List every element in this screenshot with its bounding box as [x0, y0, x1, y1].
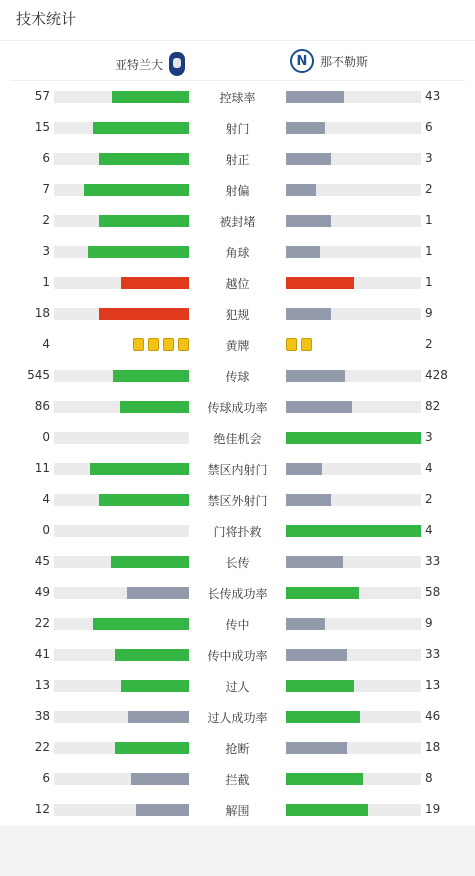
away-bar-fill	[286, 91, 344, 103]
stat-label: 黄牌	[225, 339, 250, 353]
away-bar	[286, 804, 421, 816]
away-value: 33	[425, 554, 441, 568]
home-bar	[54, 804, 189, 816]
home-bar	[54, 277, 189, 289]
stat-row	[0, 639, 475, 670]
home-bar-fill	[88, 246, 189, 258]
home-bar	[54, 556, 189, 568]
home-value: 7	[42, 182, 50, 196]
away-value: 2	[425, 337, 433, 351]
away-bar	[286, 742, 421, 754]
stat-row	[0, 81, 475, 112]
home-bar	[54, 215, 189, 227]
yellow-card-icon	[148, 338, 159, 351]
home-bar	[54, 494, 189, 506]
away-bar	[286, 587, 421, 599]
stat-label: 角球	[225, 246, 250, 260]
home-value: 3	[42, 244, 50, 258]
home-bar-fill	[93, 618, 189, 630]
home-bar-fill	[115, 649, 189, 661]
stat-label: 长传	[225, 556, 250, 570]
away-value: 3	[425, 151, 433, 165]
home-bar	[54, 91, 189, 103]
stat-label: 抢断	[225, 742, 250, 756]
home-value: 4	[42, 337, 50, 351]
away-bar-fill	[286, 711, 360, 723]
home-value: 12	[34, 802, 50, 816]
stat-row	[0, 112, 475, 143]
stat-row	[0, 236, 475, 267]
away-value: 13	[425, 678, 441, 692]
stat-row	[0, 546, 475, 577]
home-bar-fill	[136, 804, 189, 816]
stat-label: 传球成功率	[207, 401, 268, 415]
yellow-card-icon	[301, 338, 312, 351]
stat-label: 传中成功率	[207, 649, 268, 663]
stat-label: 射门	[225, 122, 250, 136]
yellow-card-icon	[133, 338, 144, 351]
away-bar-fill	[286, 401, 352, 413]
away-value: 428	[425, 368, 448, 382]
home-value: 6	[42, 771, 50, 785]
home-value: 45	[34, 554, 50, 568]
away-team[interactable]	[290, 49, 368, 73]
stat-label: 被封堵	[219, 215, 256, 229]
home-bar-fill	[112, 91, 189, 103]
away-value: 46	[425, 709, 441, 723]
away-value: 1	[425, 244, 433, 258]
home-value: 0	[42, 430, 50, 444]
home-bar-fill	[127, 587, 189, 599]
teams-header	[0, 44, 475, 80]
stat-row	[0, 608, 475, 639]
stat-label: 射偏	[225, 184, 250, 198]
home-value: 1	[42, 275, 50, 289]
away-value: 1	[425, 213, 433, 227]
home-team-name: 亚特兰大	[114, 57, 163, 72]
stat-label: 禁区内射门	[207, 463, 268, 477]
home-value: 41	[34, 647, 50, 661]
away-value: 1	[425, 275, 433, 289]
napoli-logo-icon: N	[290, 49, 314, 73]
stat-row	[0, 143, 475, 174]
stat-row	[0, 670, 475, 701]
stat-row	[0, 298, 475, 329]
away-value: 18	[425, 740, 441, 754]
atalanta-logo-icon	[169, 52, 185, 76]
home-bar	[54, 618, 189, 630]
home-bar	[54, 122, 189, 134]
stat-row	[0, 763, 475, 794]
home-value: 86	[34, 399, 50, 413]
away-bar-fill	[286, 680, 354, 692]
away-bar-fill	[286, 432, 421, 444]
away-yellow-cards	[286, 338, 312, 351]
away-bar	[286, 308, 421, 320]
home-bar-fill	[99, 308, 189, 320]
home-bar-fill	[120, 401, 189, 413]
stat-row	[0, 515, 475, 546]
away-bar-fill	[286, 215, 331, 227]
away-bar	[286, 277, 421, 289]
home-value: 6	[42, 151, 50, 165]
away-bar-fill	[286, 153, 331, 165]
away-bar-fill	[286, 370, 345, 382]
stat-label: 门将扑救	[213, 525, 262, 539]
stat-row	[0, 422, 475, 453]
home-value: 545	[27, 368, 50, 382]
away-bar-fill	[286, 649, 347, 661]
home-bar-fill	[121, 680, 189, 692]
home-bar-fill	[128, 711, 189, 723]
yellow-card-icon	[178, 338, 189, 351]
home-bar-fill	[84, 184, 189, 196]
page-title: 技术统计	[16, 10, 77, 28]
stat-row	[0, 701, 475, 732]
yellow-card-icon	[286, 338, 297, 351]
away-value: 4	[425, 523, 433, 537]
home-value: 22	[34, 616, 50, 630]
home-value: 49	[34, 585, 50, 599]
home-bar	[54, 184, 189, 196]
stat-label: 犯规	[225, 308, 250, 322]
away-bar	[286, 370, 421, 382]
stat-label: 过人	[225, 680, 250, 694]
home-bar	[54, 742, 189, 754]
away-bar	[286, 711, 421, 723]
away-value: 9	[425, 616, 433, 630]
away-value: 3	[425, 430, 433, 444]
away-value: 8	[425, 771, 433, 785]
home-bar	[54, 153, 189, 165]
away-bar-fill	[286, 122, 325, 134]
stat-label: 解围	[225, 804, 250, 818]
stat-label: 越位	[225, 277, 250, 291]
home-bar-fill	[99, 494, 189, 506]
stat-label: 控球率	[219, 91, 256, 105]
away-bar	[286, 215, 421, 227]
away-value: 9	[425, 306, 433, 320]
home-bar	[54, 711, 189, 723]
home-value: 4	[42, 492, 50, 506]
home-yellow-cards	[133, 338, 189, 351]
home-bar-fill	[115, 742, 189, 754]
home-bar	[54, 773, 189, 785]
away-value: 6	[425, 120, 433, 134]
divider	[0, 40, 475, 41]
home-value: 11	[34, 461, 50, 475]
away-bar-fill	[286, 556, 343, 568]
home-bar	[54, 246, 189, 258]
stat-label: 拦截	[225, 773, 250, 787]
away-value: 2	[425, 492, 433, 506]
stats-list	[0, 81, 475, 825]
away-bar	[286, 649, 421, 661]
home-bar	[54, 463, 189, 475]
stat-label: 长传成功率	[207, 587, 268, 601]
stat-row	[0, 732, 475, 763]
away-bar-fill	[286, 804, 368, 816]
away-value: 58	[425, 585, 441, 599]
stat-label: 传中	[225, 618, 250, 632]
home-bar-fill	[93, 122, 189, 134]
away-bar	[286, 432, 421, 444]
home-bar	[54, 308, 189, 320]
away-value: 33	[425, 647, 441, 661]
home-bar-fill	[99, 215, 189, 227]
yellow-card-icon	[163, 338, 174, 351]
away-bar	[286, 184, 421, 196]
away-bar-fill	[286, 277, 354, 289]
away-bar-fill	[286, 463, 322, 475]
home-bar	[54, 680, 189, 692]
home-bar-fill	[113, 370, 189, 382]
away-value: 43	[425, 89, 441, 103]
away-bar-fill	[286, 742, 347, 754]
away-bar	[286, 494, 421, 506]
stat-label: 禁区外射门	[207, 494, 268, 508]
stat-row	[0, 174, 475, 205]
stat-row	[0, 329, 475, 360]
stat-row	[0, 794, 475, 825]
away-bar	[286, 246, 421, 258]
stat-label: 传球	[225, 370, 250, 384]
home-bar	[54, 370, 189, 382]
home-value: 2	[42, 213, 50, 227]
away-value: 19	[425, 802, 441, 816]
home-bar-fill	[111, 556, 189, 568]
stat-label: 绝佳机会	[213, 432, 262, 446]
away-bar	[286, 401, 421, 413]
away-team-name: 那不勒斯	[320, 54, 369, 69]
away-bar-fill	[286, 494, 331, 506]
away-value: 2	[425, 182, 433, 196]
away-bar	[286, 680, 421, 692]
stat-row	[0, 205, 475, 236]
home-bar-fill	[121, 277, 189, 289]
home-bar	[54, 401, 189, 413]
home-team[interactable]	[115, 52, 185, 76]
home-value: 57	[34, 89, 50, 103]
home-value: 18	[34, 306, 50, 320]
away-bar-fill	[286, 246, 320, 258]
away-value: 82	[425, 399, 441, 413]
away-bar	[286, 122, 421, 134]
stat-row	[0, 484, 475, 515]
home-value: 38	[34, 709, 50, 723]
away-bar-fill	[286, 525, 421, 537]
home-bar	[54, 525, 189, 537]
away-bar-fill	[286, 308, 331, 320]
home-value: 15	[34, 120, 50, 134]
home-bar	[54, 587, 189, 599]
away-bar	[286, 618, 421, 630]
home-bar-fill	[131, 773, 189, 785]
home-bar-fill	[99, 153, 189, 165]
away-bar	[286, 525, 421, 537]
away-bar-fill	[286, 587, 359, 599]
stat-row	[0, 453, 475, 484]
stat-label: 过人成功率	[207, 711, 268, 725]
stat-row	[0, 267, 475, 298]
away-bar-fill	[286, 618, 325, 630]
away-value: 4	[425, 461, 433, 475]
home-bar	[54, 432, 189, 444]
away-bar	[286, 773, 421, 785]
home-value: 0	[42, 523, 50, 537]
stat-row	[0, 360, 475, 391]
stat-row	[0, 577, 475, 608]
away-bar	[286, 91, 421, 103]
stat-label: 射正	[225, 153, 250, 167]
away-bar-fill	[286, 773, 363, 785]
away-bar-fill	[286, 184, 316, 196]
home-value: 13	[34, 678, 50, 692]
home-value: 22	[34, 740, 50, 754]
away-bar	[286, 153, 421, 165]
away-bar	[286, 463, 421, 475]
home-bar-fill	[90, 463, 189, 475]
home-bar	[54, 649, 189, 661]
stat-row	[0, 391, 475, 422]
away-bar	[286, 556, 421, 568]
